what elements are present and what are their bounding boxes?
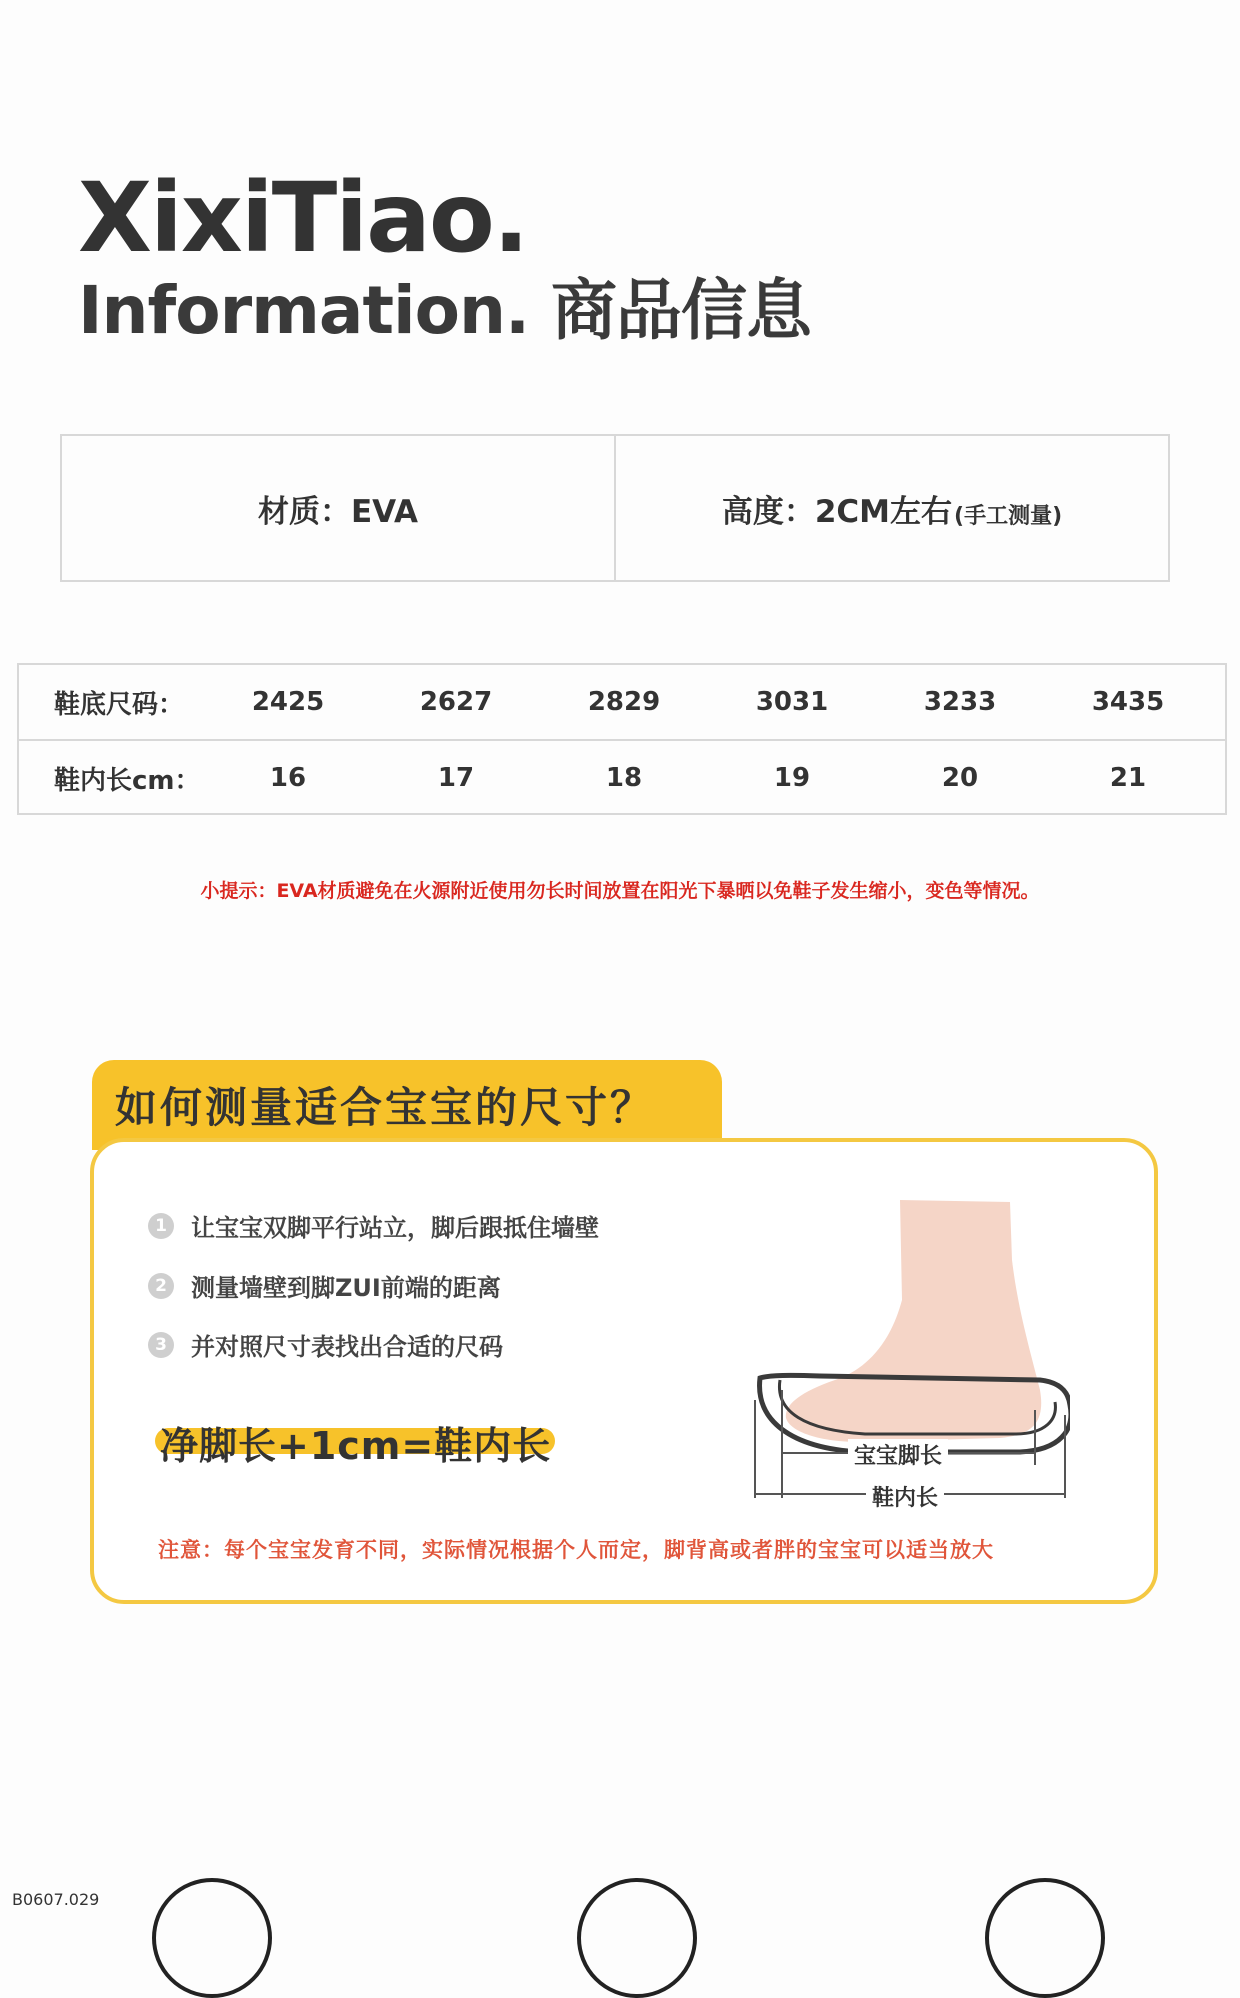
table-cell: 17 bbox=[437, 763, 475, 793]
height-cell bbox=[614, 436, 1168, 580]
feature-icon-3 bbox=[985, 1878, 1105, 1998]
height-note: (手工测量) bbox=[954, 503, 1063, 529]
table-cell: 3233 bbox=[923, 687, 997, 717]
howto-title: 如何测量适合宝宝的尺寸？ bbox=[115, 1083, 656, 1132]
step-number-icon: 3 bbox=[148, 1332, 174, 1358]
step-2 bbox=[148, 1268, 501, 1303]
foot-length-label: 宝宝脚长 bbox=[848, 1439, 948, 1470]
foot-icon bbox=[786, 1200, 1041, 1442]
table-cell: 16 bbox=[269, 763, 307, 793]
material-cell bbox=[62, 436, 614, 580]
material-text: 材质：EVA bbox=[257, 493, 419, 530]
height-text: 高度：2CM左右 bbox=[721, 493, 953, 530]
step-text: 测量墙壁到脚ZUI前端的距离 bbox=[191, 1274, 501, 1302]
formula-text: 净脚长+1cm=鞋内长 bbox=[160, 1424, 552, 1468]
step-number-icon: 2 bbox=[148, 1273, 174, 1299]
size-table bbox=[17, 663, 1227, 815]
table-cell: 18 bbox=[605, 763, 643, 793]
row-label: 鞋底尺码： bbox=[54, 689, 185, 720]
table-cell: 3435 bbox=[1091, 687, 1165, 717]
product-code: B0607.029 bbox=[12, 1890, 100, 1909]
table-cell: 3031 bbox=[755, 687, 829, 717]
step-1 bbox=[148, 1208, 599, 1243]
table-cell: 2425 bbox=[251, 687, 325, 717]
table-cell: 2627 bbox=[419, 687, 493, 717]
notice-text: 注意：每个宝宝发育不同，实际情况根据个人而定，脚背高或者胖的宝宝可以适当放大 bbox=[158, 1538, 994, 1562]
table-cell: 2829 bbox=[587, 687, 661, 717]
brand-title: XixiTiao. bbox=[78, 162, 528, 274]
row-label: 鞋内长cm： bbox=[54, 765, 201, 796]
step-text: 让宝宝双脚平行站立，脚后跟抵住墙壁 bbox=[191, 1214, 599, 1242]
table-cell: 21 bbox=[1109, 763, 1147, 793]
table-cell: 19 bbox=[773, 763, 811, 793]
care-tip: 小提示：EVA材质避免在火源附近使用勿长时间放置在阳光下暴晒以免鞋子发生缩小，变色等情况。 bbox=[200, 880, 1040, 902]
step-3 bbox=[148, 1327, 503, 1362]
section-subtitle: Information. 商品信息 bbox=[78, 272, 812, 349]
info-box bbox=[60, 434, 1170, 582]
table-row bbox=[19, 739, 1225, 815]
step-number-icon: 1 bbox=[148, 1213, 174, 1239]
inner-length-label: 鞋内长 bbox=[866, 1481, 944, 1512]
table-cell: 20 bbox=[941, 763, 979, 793]
table-row bbox=[19, 665, 1225, 739]
feature-icon-1 bbox=[152, 1878, 272, 1998]
step-text: 并对照尺寸表找出合适的尺码 bbox=[191, 1333, 503, 1361]
feature-icon-2 bbox=[577, 1878, 697, 1998]
